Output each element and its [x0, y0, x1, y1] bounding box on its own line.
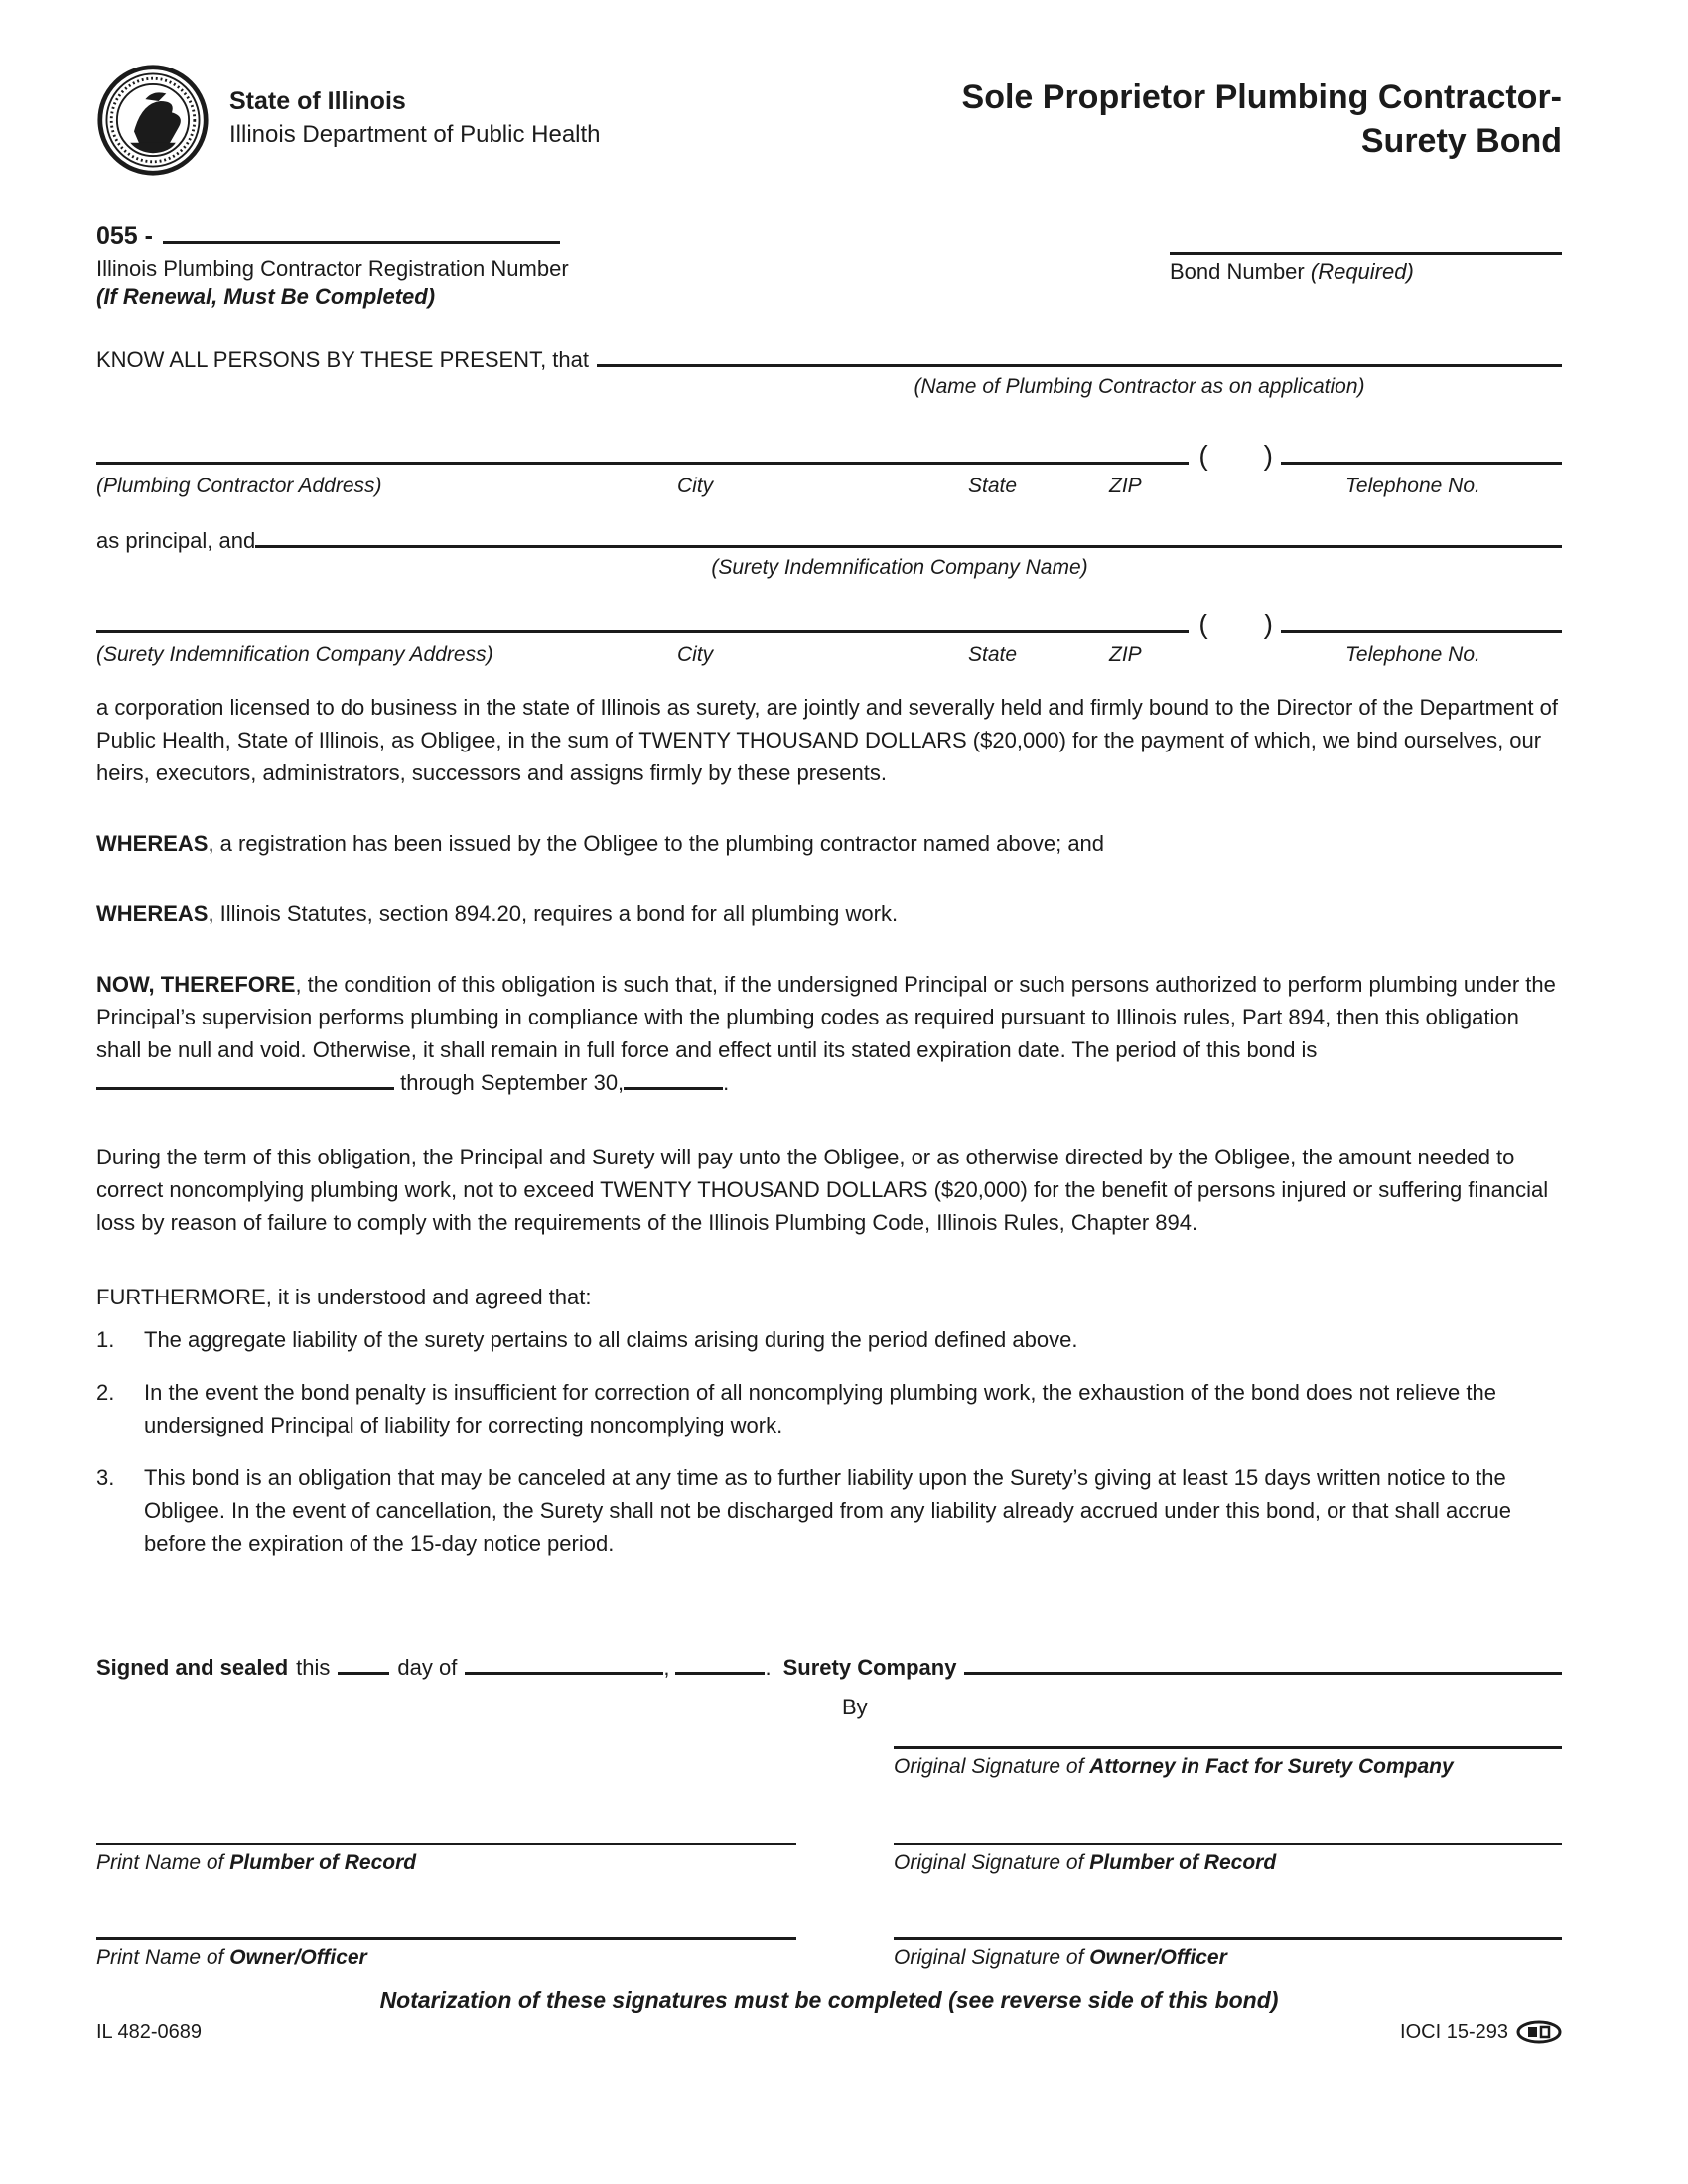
contractor-phone-blank[interactable]: [1281, 462, 1562, 465]
registration-section: [96, 222, 1562, 310]
month-blank[interactable]: [465, 1672, 663, 1675]
owner-signature-row: [96, 1937, 1562, 1970]
area-code-paren-open: (: [1198, 440, 1208, 471]
year-blank[interactable]: [675, 1672, 765, 1675]
union-label-icon: [1516, 2020, 1562, 2044]
list-item-1: [96, 1323, 1562, 1356]
attorney-caption-lead: Original Signature of: [894, 1755, 1084, 1778]
now-therefore-text: , the condition of this obligation is such that, if the undersigned Principal or such persons authorized to perform plumbing under the Principal’s supervision performs plumbing in compliance with the plumbing codes as required pursuant to Illinois rules, Part 894, then this obligation shall be null and void. Otherwise, it shall remain in full force and effect until its stated expiration date. The period of this bond is: [96, 972, 1556, 1062]
contractor-address-blank[interactable]: [96, 461, 1189, 465]
now-therefore-period: .: [723, 1070, 730, 1095]
contractor-state-caption: State: [968, 475, 1018, 497]
through-september-text: through September 30,: [400, 1070, 625, 1095]
registration-number-blank[interactable]: [163, 241, 560, 244]
owner-print-name-line[interactable]: [96, 1937, 796, 1970]
page-title-line1: Sole Proprietor Plumbing Contractor-: [961, 78, 1562, 116]
as-principal-row: [96, 524, 1562, 556]
owner-print-lead: Print Name of: [96, 1946, 224, 1969]
page-title-line2: Surety Bond: [1360, 122, 1562, 161]
list-item-3: [96, 1461, 1562, 1560]
signed-sealed-label: Signed and sealed: [96, 1655, 289, 1680]
form-footer: [96, 2020, 1562, 2044]
day-blank[interactable]: [338, 1672, 389, 1675]
contractor-phone-caption: Telephone No.: [1345, 475, 1480, 497]
bond-number-required: (Required): [1310, 259, 1414, 284]
list-item-3-text: This bond is an obligation that may be canceled at any time as to further liability upon the Surety’s giving at least 15 days written notice to the Obligee. In the event of cancellation, the Surety shall not be discharged from any liability already accrued under this bond, or that shall accrue before the expiration of the 15-day notice period.: [144, 1465, 1512, 1556]
print-code: IOCI 15-293: [1400, 2020, 1508, 2043]
period-text: .: [765, 1655, 772, 1680]
surety-address-caption: (Surety Indemnification Company Address): [96, 643, 493, 666]
owner-sig-bold: Owner/Officer: [1089, 1946, 1227, 1969]
bond-number-blank[interactable]: [1170, 222, 1562, 255]
plumber-print-name-line[interactable]: [96, 1843, 796, 1875]
surety-city-caption: City: [677, 643, 714, 666]
page-title: [962, 75, 1562, 163]
surety-area-code-paren-open: (: [1198, 609, 1208, 639]
agency-department: Illinois Department of Public Health: [229, 120, 601, 148]
plumber-print-lead: Print Name of: [96, 1851, 224, 1874]
list-item-3-number: 3.: [96, 1465, 115, 1490]
surety-area-code-paren-close: ): [1263, 609, 1273, 639]
by-label: By: [842, 1695, 868, 1719]
whereas-1-lead: WHEREAS: [96, 831, 209, 856]
bond-number-label: Bond Number: [1170, 259, 1305, 284]
plumber-sig-bold: Plumber of Record: [1089, 1851, 1277, 1874]
surety-address-captions: [96, 643, 1562, 673]
during-term-paragraph: During the term of this obligation, the Principal and Surety will pay unto the Obligee, or as otherwise directed by the Obligee, the amount needed to correct noncomplying plumbing work, not to exceed TWENTY THOUSAND DOLLARS ($20,000) for the benefit of persons injured or suffering financial loss by reason of failure to comply with the requirements of the Illinois Plumbing Code, Illinois Rules, Chapter 894.: [96, 1145, 1549, 1235]
list-item-2-text: In the event the bond penalty is insufficient for correction of all noncomplying plumbing work, the exhaustion of the bond does not relieve the undersigned Principal of liability for correcting noncomplying work.: [144, 1380, 1496, 1437]
surety-zip-caption: ZIP: [1109, 643, 1142, 666]
form-number: IL 482-0689: [96, 2020, 203, 2043]
attorney-caption-bold: Attorney in Fact for Surety Company: [1089, 1755, 1454, 1778]
whereas-2-paragraph: [96, 897, 1562, 930]
agency-block: [96, 64, 601, 177]
surety-phone-blank[interactable]: [1281, 630, 1562, 633]
list-item-1-text: The aggregate liability of the surety pertains to all claims arising during the period defined above.: [144, 1327, 1078, 1352]
surety-phone-caption: Telephone No.: [1345, 643, 1480, 666]
know-all-text: KNOW ALL PERSONS BY THESE PRESENT, that: [96, 347, 589, 372]
corporation-paragraph: a corporation licensed to do business in the state of Illinois as surety, are jointly and severally held and firmly bound to the Director of the Department of Public Health, State of Illinois, as Obligee, in the sum of TWENTY THOUSAND DOLLARS ($20,000) for the payment of which, we bind ourselves, our heirs, executors, administrators, successors and assigns firmly by these presents.: [96, 695, 1558, 785]
registration-number-block: [96, 222, 569, 310]
notarization-notice: Notarization of these signatures must be completed (see reverse side of this bond): [379, 1987, 1279, 2013]
renewal-note: (If Renewal, Must Be Completed): [96, 284, 436, 309]
contractor-address-caption: (Plumbing Contractor Address): [96, 475, 382, 497]
contractor-address-captions: [96, 475, 1562, 504]
comma-text: ,: [663, 1655, 670, 1680]
whereas-1-paragraph: [96, 827, 1562, 860]
registration-prefix: 055 -: [96, 222, 153, 250]
day-of-word: day of: [397, 1655, 458, 1680]
contractor-address-row: [96, 435, 1562, 471]
list-item-2-number: 2.: [96, 1380, 115, 1405]
owner-sig-lead: Original Signature of: [894, 1946, 1084, 1969]
this-word: this: [296, 1655, 331, 1680]
plumber-sig-lead: Original Signature of: [894, 1851, 1084, 1874]
whereas-1-text: , a registration has been issued by the Obligee to the plumbing contractor named above; and: [208, 831, 1105, 856]
signed-sealed-row: [96, 1655, 1562, 1681]
surety-company-signing-blank[interactable]: [964, 1671, 1562, 1675]
surety-company-label: Surety Company: [782, 1655, 957, 1680]
furthermore-heading: FURTHERMORE, it is understood and agreed that:: [96, 1285, 592, 1309]
surety-company-name-blank[interactable]: [255, 544, 1562, 548]
area-code-paren-close: ): [1263, 440, 1273, 471]
contractor-city-caption: City: [677, 475, 714, 497]
contractor-name-caption: (Name of Plumbing Contractor as on application): [914, 375, 1365, 398]
attorney-signature-line[interactable]: [894, 1746, 1562, 1779]
plumber-signature-row: [96, 1843, 1562, 1875]
contractor-name-blank[interactable]: [597, 363, 1562, 367]
as-principal-text: as principal, and: [96, 528, 256, 553]
form-header: [96, 64, 1562, 181]
surety-state-caption: State: [968, 643, 1018, 666]
bond-period-start-blank[interactable]: [96, 1087, 394, 1090]
registration-number-label: Illinois Plumbing Contractor Registration Number: [96, 256, 569, 281]
whereas-2-lead: WHEREAS: [96, 901, 209, 926]
agency-name: State of Illinois: [229, 87, 406, 115]
illinois-state-seal-icon: [96, 64, 210, 177]
surety-name-caption: (Surety Indemnification Company Name): [711, 556, 1088, 579]
list-item-2: [96, 1376, 1562, 1441]
bond-period-year-blank[interactable]: [624, 1087, 723, 1090]
list-item-1-number: 1.: [96, 1327, 115, 1352]
surety-address-row: [96, 604, 1562, 639]
bond-number-block: [1170, 222, 1562, 310]
contractor-zip-caption: ZIP: [1109, 475, 1142, 497]
surety-address-blank[interactable]: [96, 629, 1189, 633]
whereas-2-text: , Illinois Statutes, section 894.20, requires a bond for all plumbing work.: [208, 901, 899, 926]
now-therefore-paragraph: [96, 968, 1562, 1099]
owner-signature-line[interactable]: [894, 1937, 1562, 1970]
attorney-signature-block: [894, 1746, 1562, 1779]
owner-print-bold: Owner/Officer: [229, 1946, 367, 1969]
plumber-print-bold: Plumber of Record: [229, 1851, 417, 1874]
plumber-signature-line[interactable]: [894, 1843, 1562, 1875]
now-therefore-lead: NOW, THEREFORE: [96, 972, 296, 997]
know-all-row: [96, 343, 1562, 375]
